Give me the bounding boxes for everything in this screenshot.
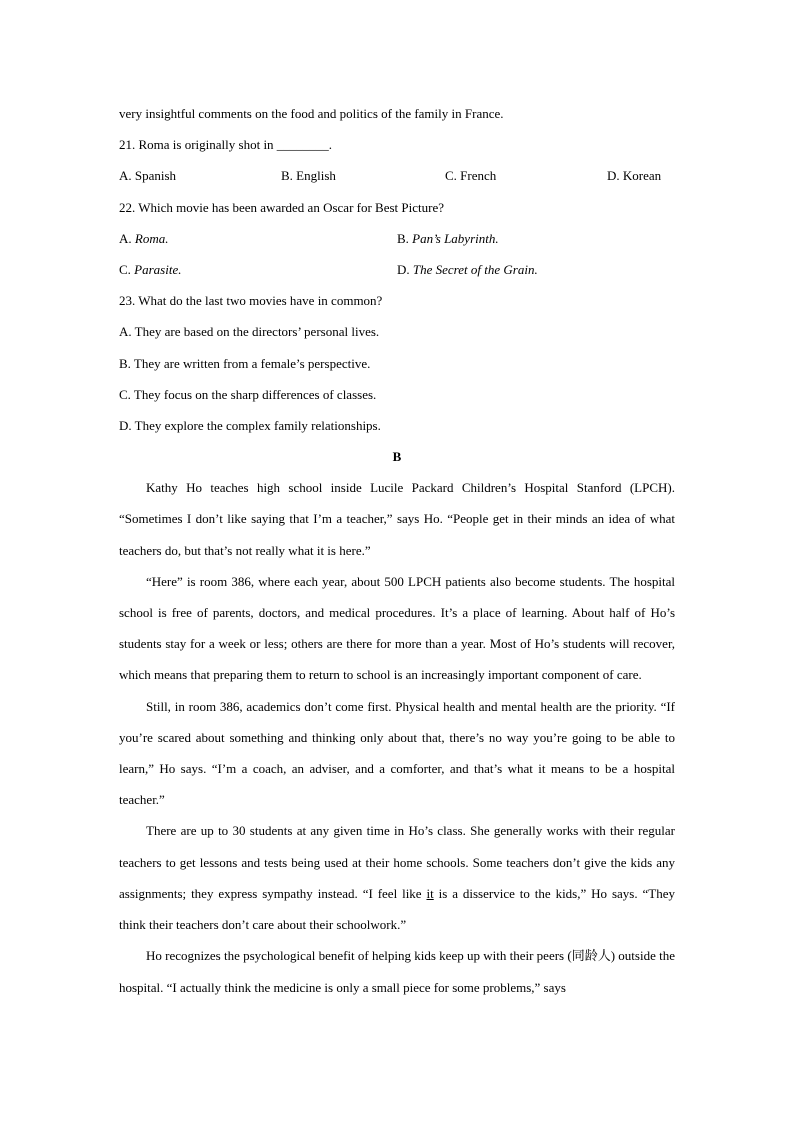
q21-option-a: A. Spanish [119,168,177,184]
question-22-options-row2 [119,254,675,285]
q22-option-a [119,223,397,254]
q22-option-c-title: Parasite. [134,261,182,277]
passage-paragraph-3: Still, in room 386, academics don’t come first. Physical health and mental health are the priority. “If you’re scared about something and thinking only about that, there’s no way you’re going to be able to learn,” Ho says. “I’m a coach, an adviser, and a comforter, and that’s what it means to be a hospital teacher.” [119,698,675,808]
q22-option-c [119,254,397,285]
p4-underlined-word: it [426,885,434,901]
question-21-options [119,160,675,191]
q23-option-a: A. They are based on the directors’ personal lives. [119,324,380,340]
section-heading: B [392,449,402,465]
q21-option-b: B. English [281,168,336,184]
question-22-stem: 22. Which movie has been awarded an Oscar for Best Picture? [119,199,445,215]
question-21-stem: 21. Roma is originally shot in ________. [119,137,333,153]
q21-option-c: C. French [445,168,497,184]
passage-paragraph-1: Kathy Ho teaches high school inside Lucile Packard Children’s Hospital Stanford (LPCH). “Sometimes I don’t like saying that I’m a teacher,” says Ho. “People get in their minds an idea of what teachers do, but that’s not really what it is here.” [119,480,675,558]
q22-option-b-letter: B. [397,230,409,246]
q22-option-d [397,254,675,285]
passage-paragraph-4 [119,815,675,940]
q22-option-d-title: The Secret of the Grain. [412,261,538,277]
q22-option-b-title: Pan’s Labyrinth. [412,230,499,246]
p4-text-after: is a disservice to the kids,” Ho says. “They think their teachers don’t care about their schoolwork.” [119,885,675,933]
question-22-options-row1 [119,223,675,254]
q22-option-a-title: Roma. [134,230,169,246]
passage-paragraph-2: “Here” is room 386, where each year, about 500 LPCH patients also become students. The hospital school is free of parents, doctors, and medical procedures. It’s a place of learning. About half of Ho’s students stay for a week or less; others are there for more than a year. Most of Ho’s students will recover, which means that preparing them to return to school is an increasingly important component of care. [119,573,675,683]
passage-paragraph-5: Ho recognizes the psychological benefit of helping kids keep up with their peers (同龄人) outside the hospital. “I actually think the medicine is only a small piece for some problems,” says [119,948,675,995]
q22-option-c-letter: C. [119,261,131,277]
q22-option-b [397,223,675,254]
question-23-stem: 23. What do the last two movies have in common? [119,293,383,309]
q23-option-c: C. They focus on the sharp differences of classes. [119,386,377,402]
q22-option-d-letter: D. [397,261,410,277]
q21-option-d: D. Korean [607,168,662,184]
intro-line: very insightful comments on the food and politics of the family in France. [119,106,504,121]
q23-option-d: D. They explore the complex family relationships. [119,417,381,433]
q22-option-a-letter: A. [119,230,132,246]
p4-text-before: There are up to 30 students at any given time in Ho’s class. She generally works with their regular teachers to get lessons and tests being used at their home schools. Some teachers don’t give the kids any assignments; they express sympathy instead. “I feel like [119,823,675,901]
document-page [119,98,675,1003]
q23-option-b: B. They are written from a female’s perspective. [119,355,371,371]
